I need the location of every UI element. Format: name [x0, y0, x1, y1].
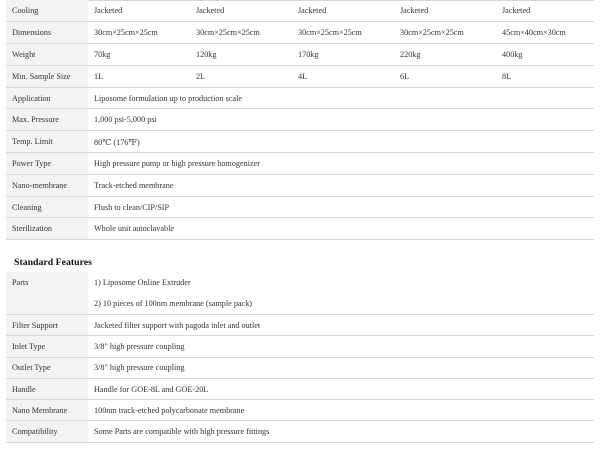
table-cell: Jacketed	[292, 0, 394, 22]
table-cell: Some Parts are compatible with high pressure fittings	[88, 421, 594, 442]
table-cell: 3/8" high pressure coupling	[88, 357, 594, 378]
table-cell: 6L	[394, 65, 496, 87]
row-label-temp-limit: Temp. Limit	[6, 131, 88, 153]
table-row	[6, 378, 594, 399]
parts-line: 1) Liposome Online Extruder	[94, 278, 191, 287]
table-cell: 30cm×25cm×25cm	[394, 22, 496, 44]
specifications-table	[6, 0, 594, 240]
table-row	[6, 87, 594, 109]
table-cell: 70kg	[88, 44, 190, 66]
table-row	[6, 0, 594, 22]
parts-cell	[88, 272, 594, 315]
table-cell: Jacketed	[394, 0, 496, 22]
table-cell: 120kg	[190, 44, 292, 66]
section-heading: Standard Features	[14, 257, 92, 268]
table-row	[6, 336, 594, 357]
table-cell: 400kg	[496, 44, 594, 66]
table-cell: 220kg	[394, 44, 496, 66]
table-cell: Jacketed filter support with pagoda inlet and outlet	[88, 315, 594, 336]
table-row	[6, 357, 594, 378]
table-row	[6, 315, 594, 336]
table-cell: Track-etched membrane	[88, 174, 594, 196]
table-row	[6, 109, 594, 131]
table-row	[6, 131, 594, 153]
parts-line: 2) 10 pieces of 100nm membrane (sample pack)	[94, 299, 253, 308]
row-label-filter-support: Filter Support	[6, 315, 88, 336]
table-cell: 30cm×25cm×25cm	[292, 22, 394, 44]
table-row	[6, 22, 594, 44]
row-label-parts: Parts	[6, 272, 88, 315]
row-label-nano-membrane-feature: Nano Membrane	[6, 400, 88, 421]
table-row	[6, 44, 594, 66]
table-cell: High pressure pump or high pressure homogenizer	[88, 153, 594, 175]
row-label-dimensions: Dimensions	[6, 22, 88, 44]
table-row	[6, 218, 594, 240]
row-label-cleaning: Cleaning	[6, 196, 88, 218]
row-label-power-type: Power Type	[6, 153, 88, 175]
row-label-min-sample-size: Min. Sample Size	[6, 65, 88, 87]
table-cell: Jacketed	[496, 0, 594, 22]
table-cell: 2L	[190, 65, 292, 87]
table-cell: 45cm×40cm×30cm	[496, 22, 594, 44]
table-cell: 30cm×25cm×25cm	[88, 22, 190, 44]
table-row	[6, 272, 594, 315]
table-row	[6, 421, 594, 442]
table-cell: 170kg	[292, 44, 394, 66]
table-cell: Jacketed	[88, 0, 190, 22]
table-cell: 8L	[496, 65, 594, 87]
table-cell: 1L	[88, 65, 190, 87]
table-row	[6, 65, 594, 87]
table-cell: 4L	[292, 65, 394, 87]
row-label-sterilization: Sterilization	[6, 218, 88, 240]
row-label-compatibility: Compatibility	[6, 421, 88, 442]
row-label-cooling: Cooling	[6, 0, 88, 22]
row-label-weight: Weight	[6, 44, 88, 66]
row-label-application: Application	[6, 87, 88, 109]
table-cell: 1,000 psi-5,000 psi	[88, 109, 594, 131]
table-cell: Liposome formulation up to production scale	[88, 87, 594, 109]
row-label-outlet-type: Outlet Type	[6, 357, 88, 378]
table-cell: Jacketed	[190, 0, 292, 22]
row-label-inlet-type: Inlet Type	[6, 336, 88, 357]
row-label-max-pressure: Max. Pressure	[6, 109, 88, 131]
table-cell: Handle for GOE-8L and GOE-20L	[88, 378, 594, 399]
table-cell: Flush to clean/CIP/SIP	[88, 196, 594, 218]
table-row	[6, 153, 594, 175]
row-label-nano-membrane: Nano-membrane	[6, 174, 88, 196]
table-cell: Whole unit autoclavable	[88, 218, 594, 240]
table-cell: 100nm track-etched polycarbonate membrane	[88, 400, 594, 421]
row-label-handle: Handle	[6, 378, 88, 399]
standard-features-table	[6, 272, 594, 443]
table-cell: 3/8" high pressure coupling	[88, 336, 594, 357]
table-row	[6, 400, 594, 421]
table-cell: 30cm×25cm×25cm	[190, 22, 292, 44]
table-cell: 80℃ (176℉)	[88, 131, 594, 153]
table-row	[6, 196, 594, 218]
table-row	[6, 174, 594, 196]
